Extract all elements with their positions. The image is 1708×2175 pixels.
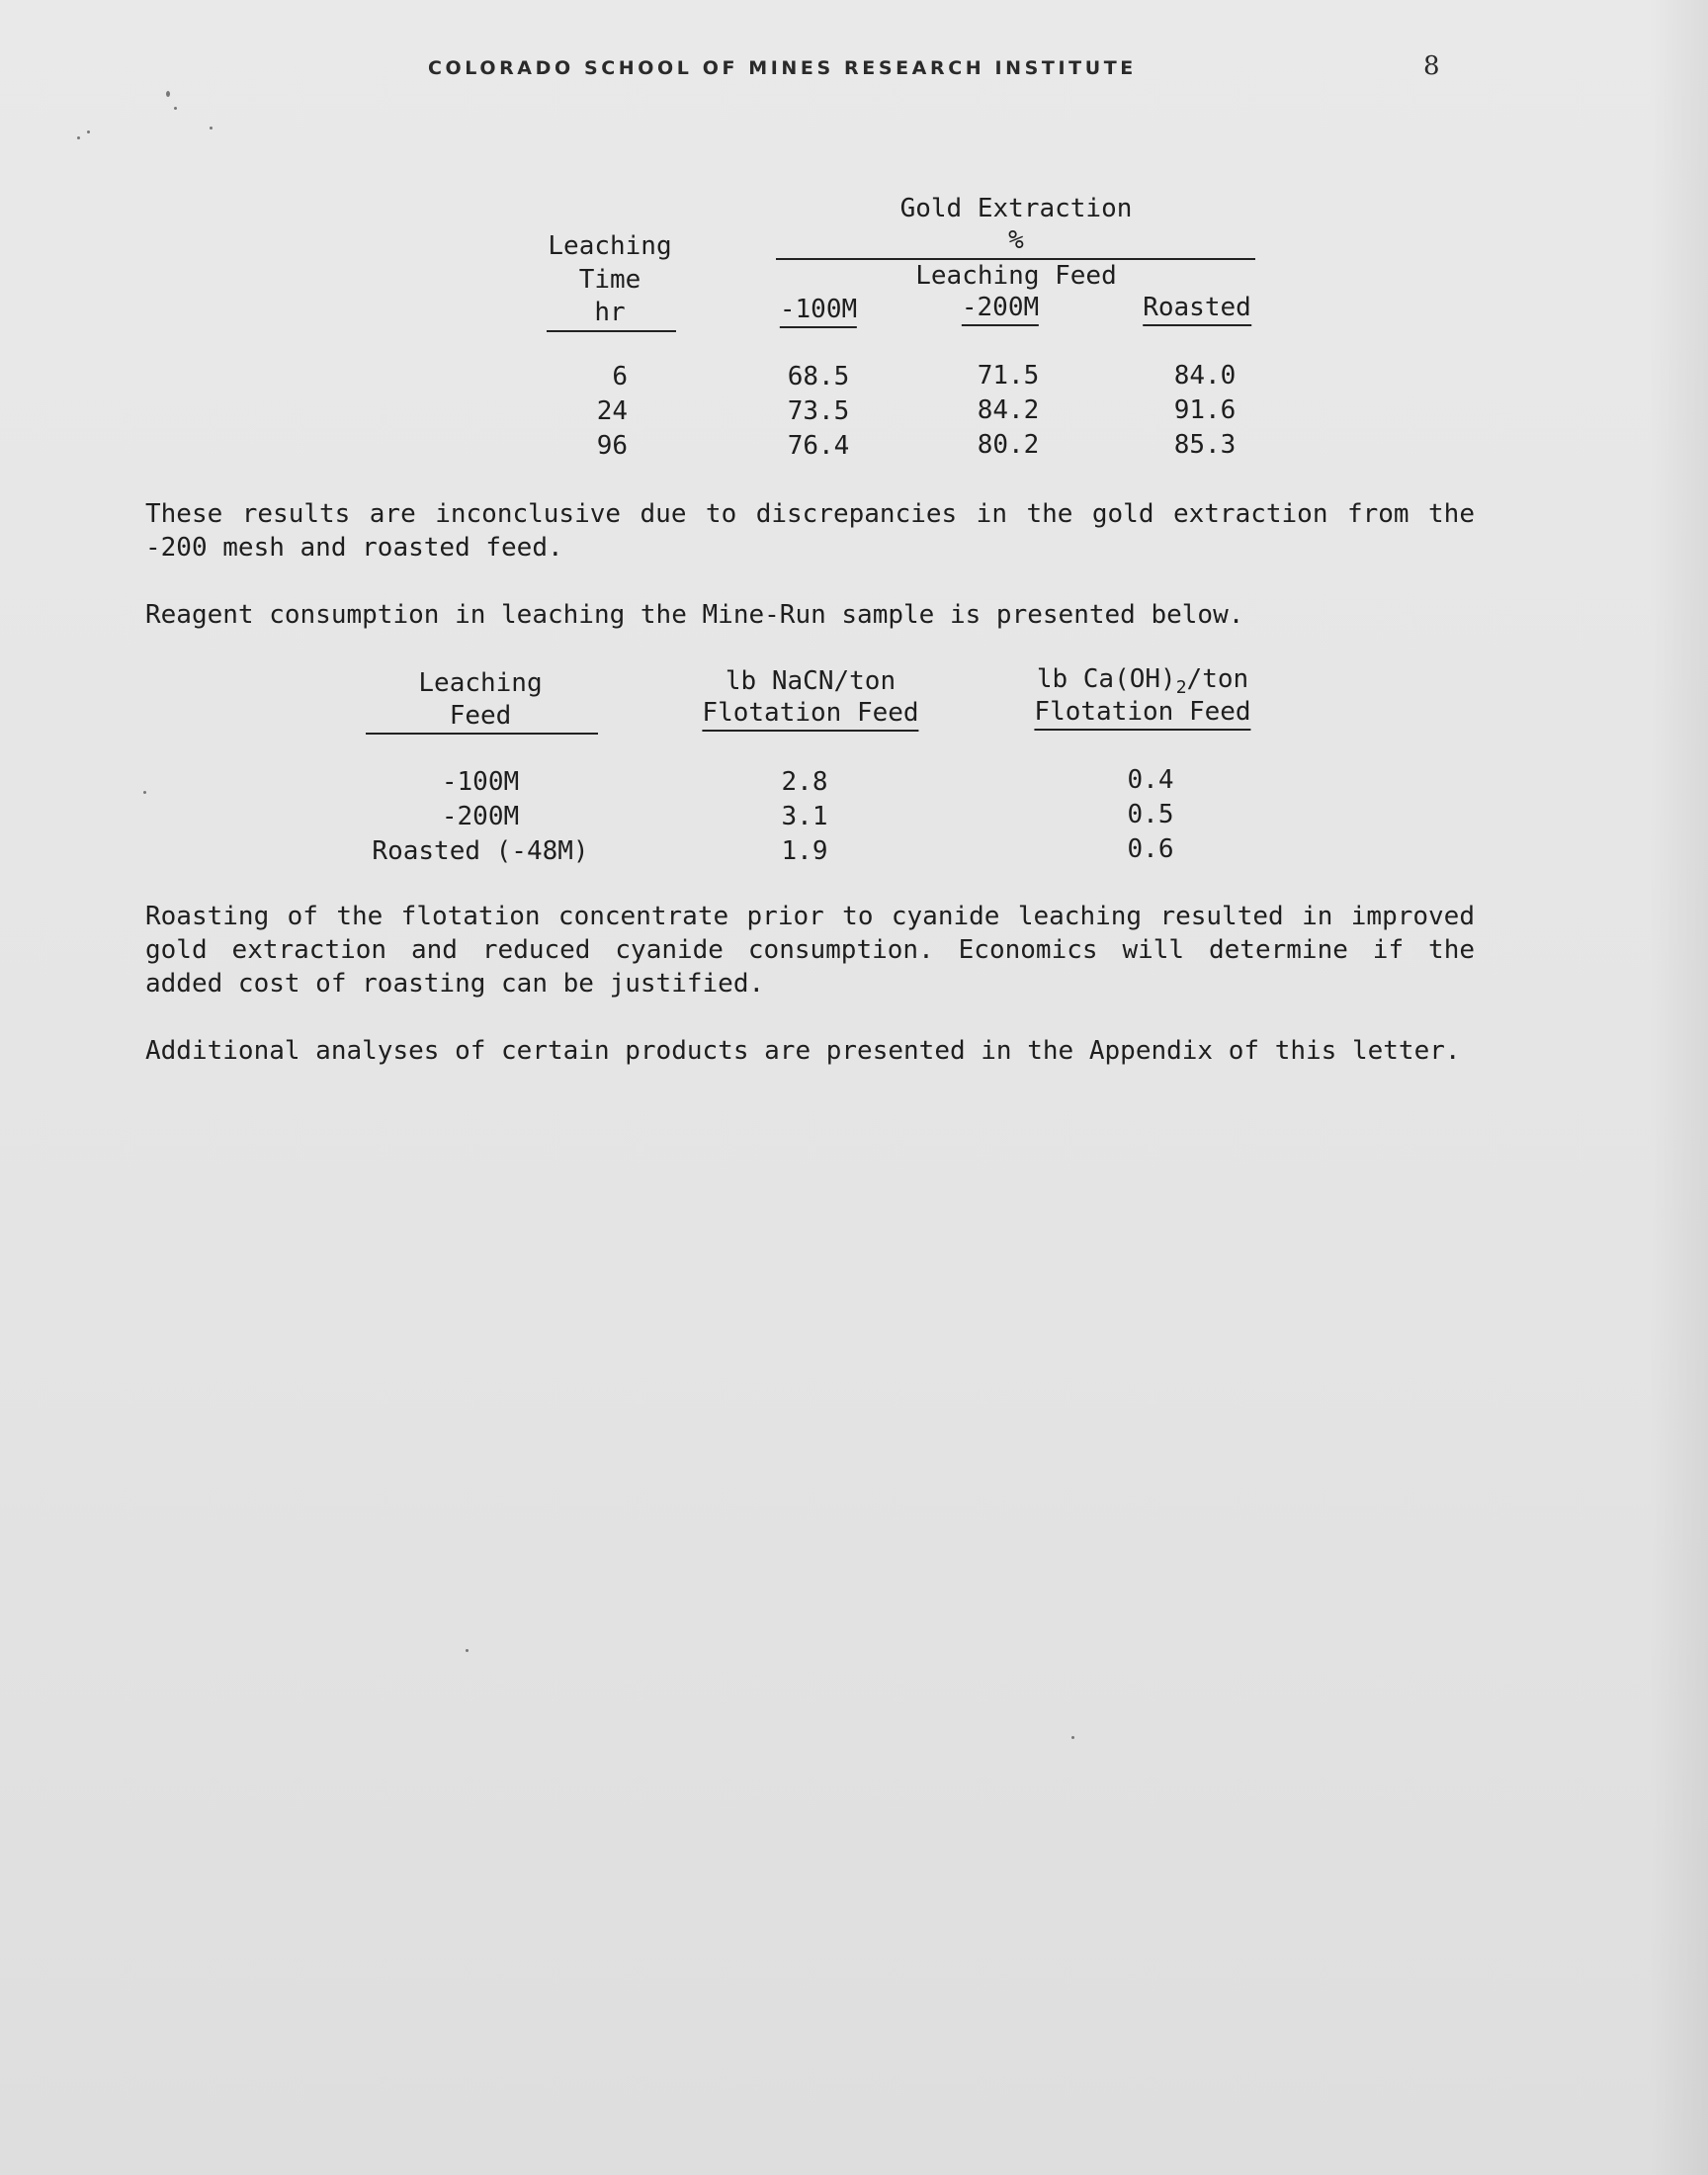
value-cell: 76.4 [787,431,850,461]
scan-speck [166,91,170,97]
time-cell: 6 [612,362,628,392]
time-cell: 96 [596,431,628,461]
col3-header-prefix: lb Ca(OH) [1036,664,1176,694]
column-header: -100M [780,295,857,328]
value-cell: 84.2 [977,395,1040,425]
row-header-line1: Leaching [548,231,672,261]
nacn-cell: 1.9 [781,836,828,866]
time-cell: 24 [596,396,628,426]
value-cell: 91.6 [1173,395,1237,425]
scan-speck [210,127,213,130]
nacn-cell: 3.1 [781,802,828,831]
paragraph-results: These results are inconclusive due to discrepancies in the gold extraction from the -200 mesh and roasted feed. [145,499,1475,563]
column-header: -200M [962,293,1039,326]
scan-speck [87,130,90,133]
group-unit: % [1008,225,1024,255]
col1-header-rule [366,733,598,735]
scan-edge-shadow [1649,0,1708,2175]
col1-header-line1: Leaching [418,668,543,698]
column-header: Roasted [1143,293,1251,326]
feed-cell: -100M [441,767,520,797]
value-cell: 85.3 [1173,430,1237,460]
col3-header-subscript: 2 [1175,677,1187,699]
value-cell: 68.5 [787,362,850,392]
feed-cell: -200M [441,802,520,831]
subgroup-title: Leaching Feed [915,261,1117,291]
paragraph-reagent: Reagent consumption in leaching the Mine-Run sample is presented below. [145,600,1244,630]
scan-speck [77,136,80,139]
group-title: Gold Extraction [899,194,1133,223]
scan-speck [143,791,146,794]
value-cell: 71.5 [977,361,1040,391]
row-header-rule [547,330,676,332]
col3-header-suffix: /ton [1186,664,1249,694]
scan-speck [466,1649,469,1652]
nacn-cell: 2.8 [781,767,828,797]
row-header-line3: hr [594,298,626,327]
row-header-line2: Time [578,265,641,295]
col3-header-line2: Flotation Feed [1034,697,1250,731]
caoh-cell: 0.6 [1127,834,1174,864]
institute-header: COLORADO SCHOOL OF MINES RESEARCH INSTITUTE [428,57,1137,79]
scan-speck [1071,1736,1074,1739]
paragraph-roasting: Roasting of the flotation concentrate prior to cyanide leaching resulted in improved gold extraction and reduced cyanide consumption. Economics will determine if the added cost of roasting can be justified. [145,902,1475,999]
value-cell: 73.5 [787,396,850,426]
caoh-cell: 0.4 [1127,765,1174,795]
paragraph-appendix: Additional analyses of certain products are presented in the Appendix of this letter. [145,1036,1461,1066]
col1-header-line2: Feed [449,701,512,731]
value-cell: 80.2 [977,430,1040,460]
col2-header-line1: lb NaCN/ton [725,666,897,696]
scan-speck [174,107,177,110]
group-rule [776,258,1255,260]
caoh-cell: 0.5 [1127,800,1174,829]
page-number: 8 [1423,51,1440,81]
value-cell: 84.0 [1173,361,1237,391]
feed-cell: Roasted (-48M) [372,836,589,866]
col2-header-line2: Flotation Feed [702,698,918,732]
